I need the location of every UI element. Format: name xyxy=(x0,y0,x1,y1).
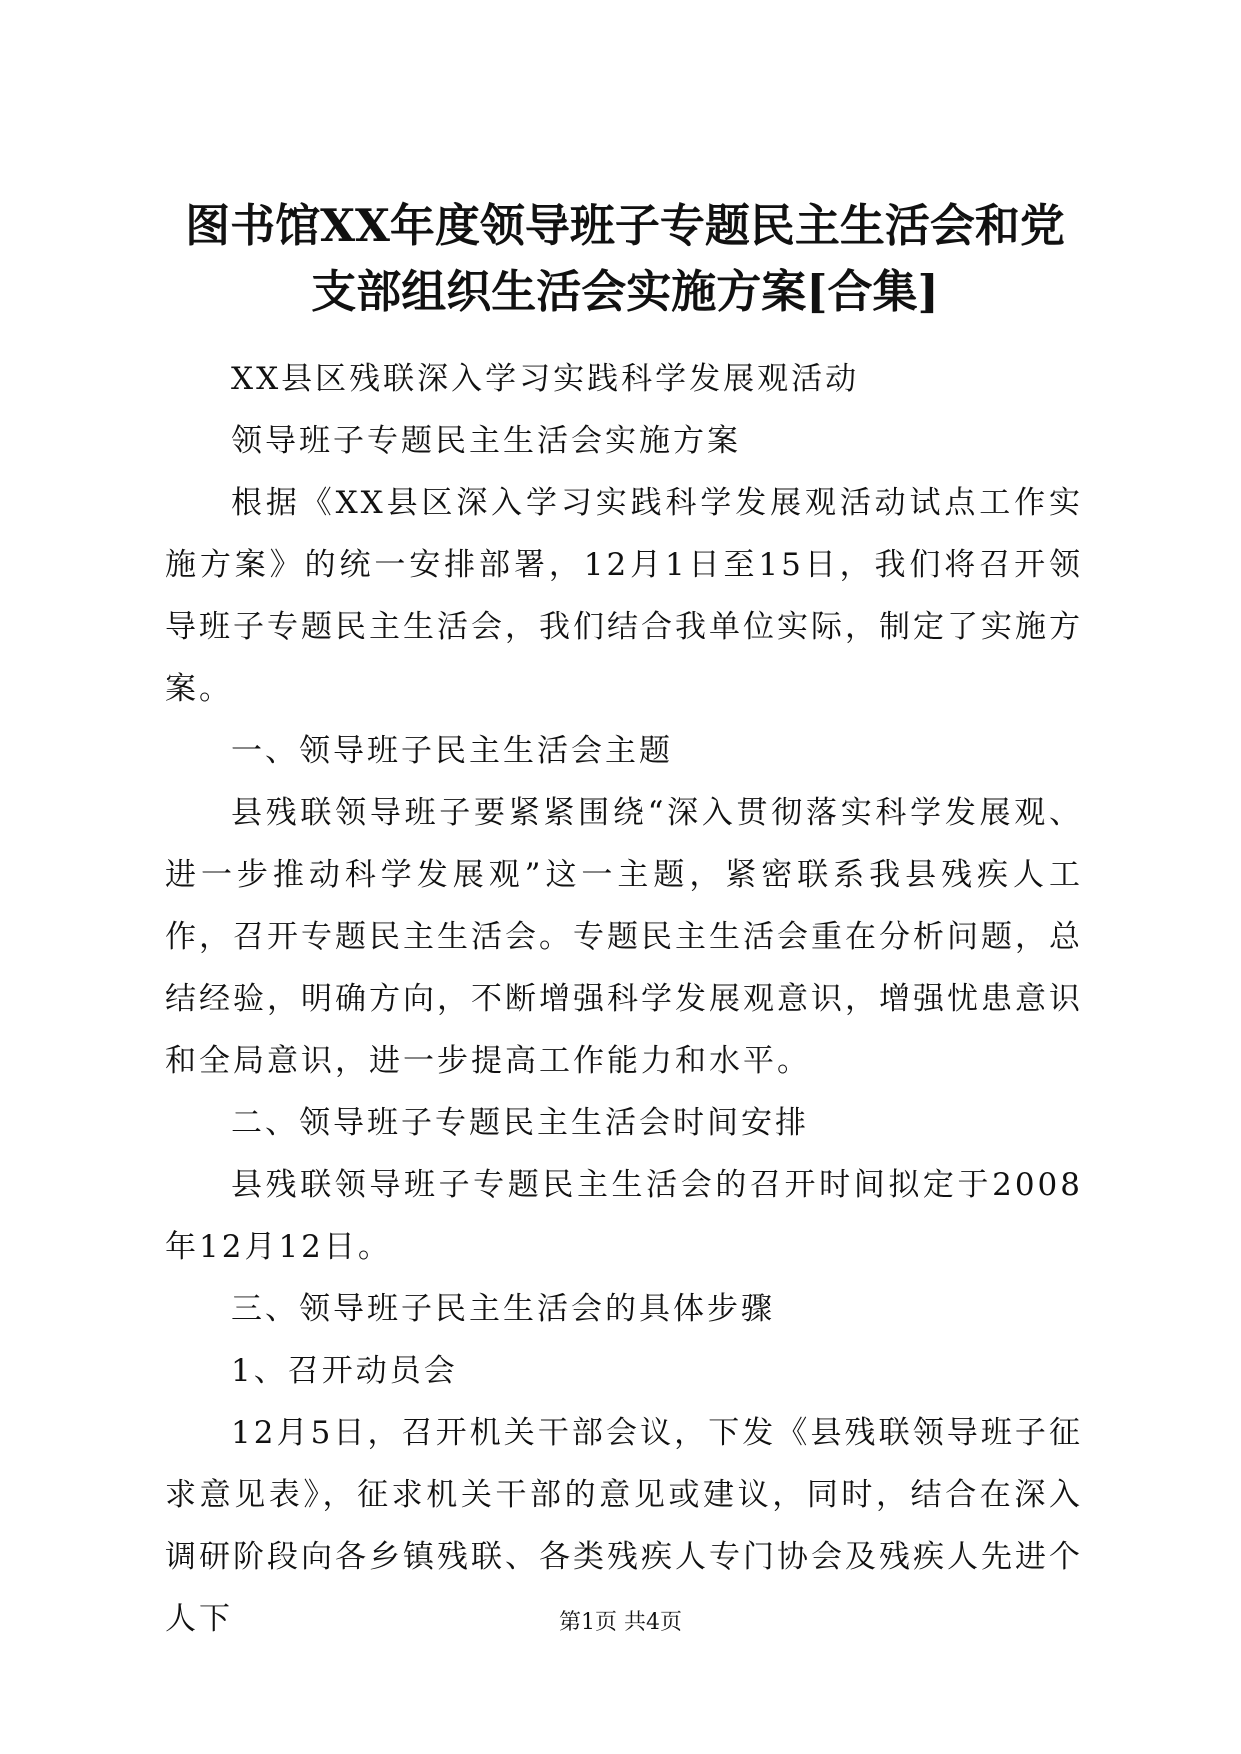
title-line-2: 支部组织生活会实施方案[合集] xyxy=(311,265,939,318)
title-line-1: 图书馆XX年度领导班子专题民主生活会和党 xyxy=(185,199,1065,252)
subsection-heading: 1、召开动员会 xyxy=(231,1353,458,1389)
paragraph: 领导班子专题民主生活会实施方案 xyxy=(231,423,741,459)
paragraph: 根据《XX县区深入学习实践科学发展观活动试点工作实施方案》的统一安排部署，12月1日至15日，我们将召开领导班子专题民主生活会，我们结合我单位实际，制定了实施方案。 xyxy=(165,485,1083,707)
paragraph: 县残联领导班子要紧紧围绕“深入贯彻落实科学发展观、进一步推动科学发展观”这一主题，紧密联系我县残疾人工作，召开专题民主生活会。专题民主生活会重在分析问题，总结经验，明确方向，不断增强科学发展观意识，增强忧患意识和全局意识，进一步提高工作能力和水平。 xyxy=(165,795,1083,1079)
section-heading: 三、领导班子民主生活会的具体步骤 xyxy=(231,1291,775,1327)
page-number-footer: 第1页 共4页 xyxy=(559,1610,682,1635)
document-title xyxy=(160,193,1090,325)
paragraph: XX县区残联深入学习实践科学发展观活动 xyxy=(231,361,860,397)
section-heading: 二、领导班子专题民主生活会时间安排 xyxy=(231,1105,809,1141)
section-heading: 一、领导班子民主生活会主题 xyxy=(231,733,673,769)
document-body xyxy=(165,348,1083,1650)
paragraph: 县残联领导班子专题民主生活会的召开时间拟定于2008年12月12日。 xyxy=(165,1167,1083,1265)
paragraph: 12月5日，召开机关干部会议，下发《县残联领导班子征求意见表》，征求机关干部的意见或建议，同时，结合在深入调研阶段向各乡镇残联、各类残疾人专门协会及残疾人先进个人下 xyxy=(165,1415,1083,1637)
